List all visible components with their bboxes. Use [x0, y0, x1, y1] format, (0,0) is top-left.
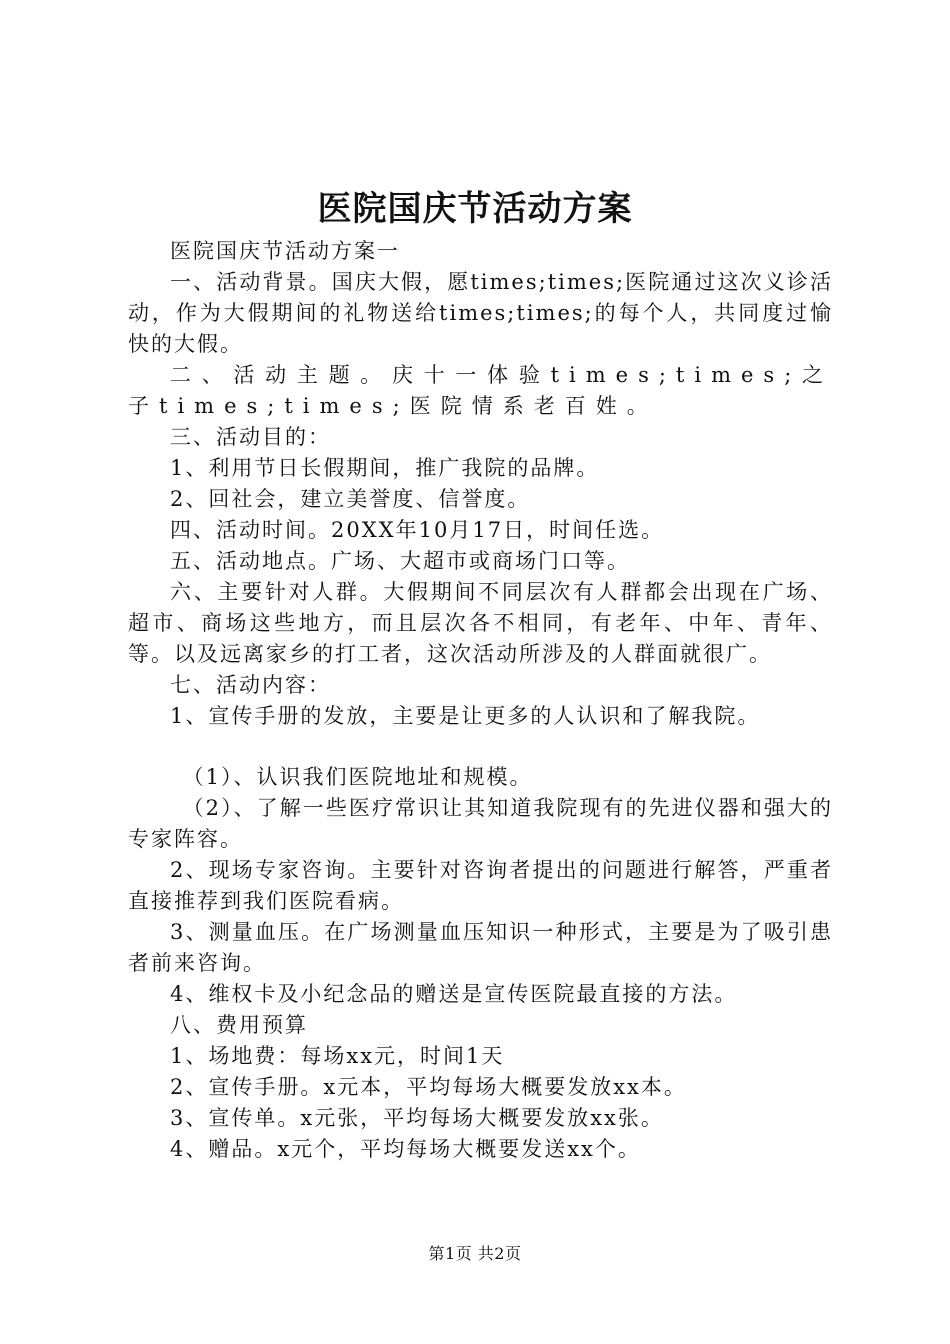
section-background: 一、活动背景。国庆大假，愿times;times;医院通过这次义诊活动，作为大假期间的礼物送给times;times;的每个人，共同度过愉快的大假。 — [128, 270, 833, 356]
section-time: 四、活动时间。20XX年10月17日，时间任选。 — [170, 518, 665, 542]
page-footer: 第1页 共2页 — [428, 1244, 522, 1263]
subtitle-paragraph: 医院国庆节活动方案一 — [170, 239, 400, 263]
budget-item-4: 4、赠品。x元个，平均每场大概要发送xx个。 — [170, 1137, 641, 1161]
budget-item-1: 1、场地费：每场xx元，时间1天 — [170, 1044, 505, 1068]
section-location: 五、活动地点。广场、大超市或商场门口等。 — [170, 549, 630, 573]
content-item-2: 2、现场专家咨询。主要针对咨询者提出的问题进行解答，严重者直接推荐到我们医院看病。 — [128, 858, 833, 913]
section-theme: 二、活动主题。庆十一体验times;times;之子times;times;医院情系老百姓。 — [128, 363, 833, 418]
document-title: 医院国庆节活动方案 — [317, 189, 633, 229]
document-body — [128, 236, 833, 1165]
content-subitem-1: （1）、认识我们医院地址和规模。 — [182, 765, 533, 789]
content-item-3: 3、测量血压。在广场测量血压知识一种形式，主要是为了吸引患者前来咨询。 — [128, 920, 833, 975]
purpose-item-2: 2、回社会，建立美誉度、信誉度。 — [170, 487, 531, 511]
budget-item-3: 3、宣传单。x元张，平均每场大概要发放xx张。 — [170, 1106, 664, 1130]
purpose-item-1: 1、利用节日长假期间，推广我院的品牌。 — [170, 456, 600, 480]
content-subitem-2: （2）、了解一些医疗常识让其知道我院现有的先进仪器和强大的专家阵容。 — [128, 796, 833, 851]
budget-item-2: 2、宣传手册。x元本，平均每场大概要发放xx本。 — [170, 1075, 687, 1099]
section-budget-heading: 八、费用预算 — [170, 1013, 308, 1037]
section-content-heading: 七、活动内容： — [170, 673, 331, 697]
section-target-audience: 六、主要针对人群。大假期间不同层次有人群都会出现在广场、超市、商场这些地方，而且层次各不相同，有老年、中年、青年、等。以及远离家乡的打工者，这次活动所涉及的人群面就很广。 — [128, 580, 833, 666]
content-item-4: 4、维权卡及小纪念品的赠送是宣传医院最直接的方法。 — [170, 982, 738, 1006]
section-purpose-heading: 三、活动目的： — [170, 425, 331, 449]
content-item-1: 1、宣传手册的发放，主要是让更多的人认识和了解我院。 — [170, 704, 761, 728]
